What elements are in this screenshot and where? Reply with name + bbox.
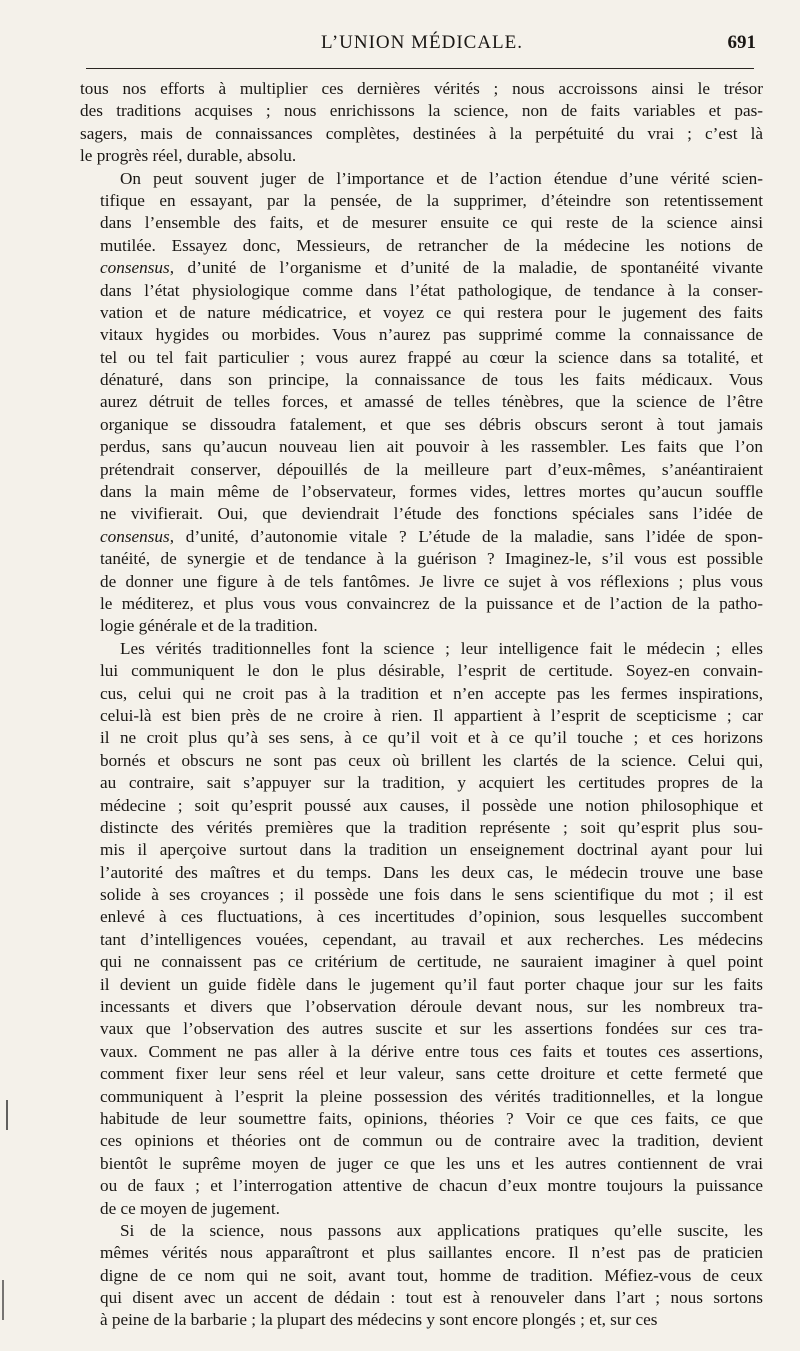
paragraph-2 [80, 168, 763, 638]
text-line: prétendrait conserver, dépouillés de la meilleure part d’eux-mêmes, s’anéantiraient [100, 459, 763, 479]
text-line: bientôt le suprême moyen de juger ce que les uns et les autres contiennent de vrai [100, 1153, 763, 1173]
text-line: consensus, d’unité de l’organisme et d’unité de la maladie, de spontanéité vivante [100, 258, 763, 278]
text-line: digne de ce nom qui ne soit, avant tout, homme de tradition. Méfiez-vous de ceux [100, 1265, 763, 1285]
text-line: bornés et obscurs ne sont pas ceux où brillent les clartés de la science. Celui qui, [100, 750, 763, 770]
text-line: On peut souvent juger de l’importance et de l’action étendue d’une vérité scien- [120, 168, 763, 188]
text-line: ne vivifierait. Oui, que deviendrait l’étude des fonctions spéciales sans l’idée de [100, 504, 763, 524]
text-line: solide à ses croyances ; il possède une fois dans le sens scientifique du mot ; il est [100, 885, 763, 905]
text-line: habitude de leur soumettre faits, opinions, théories ? Voir ce que ces faits, ce que [100, 1108, 763, 1128]
text-line: Si de la science, nous passons aux applications pratiques qu’elle suscite, les [120, 1220, 763, 1240]
text-line: ces opinions et théories ont de commun ou de contraire avec la tradition, devient [100, 1131, 763, 1151]
text-line: à peine de la barbarie ; la plupart des médecins y sont encore plongés ; et, sur ces [100, 1310, 658, 1330]
text-line: distincte des vérités premières que la tradition représente ; soit qu’esprit plus sou- [100, 817, 763, 837]
text-line: dénaturé, dans son principe, la connaissance de tous les faits médicaux. Vous [100, 370, 763, 390]
text-line: de ce moyen de jugement. [100, 1198, 280, 1218]
text-line: tous nos efforts à multiplier ces dernières vérités ; nous accroissons ainsi le trésor [80, 79, 763, 98]
text-line: mutilée. Essayez donc, Messieurs, de retrancher de la médecine les notions de [100, 235, 763, 255]
text-line: enlevé à ces fluctuations, à ces incertitudes d’opinion, sous lesquelles succombent [100, 907, 763, 927]
text-line: qui disent avec un accent de dédain : tout est à renouveler dans l’art ; nous sortons [100, 1288, 763, 1308]
text-line: tant d’intelligences vouées, cependant, au travail et aux recherches. Les médecins [100, 929, 763, 949]
text-line: consensus, d’unité, d’autonomie vitale ? L’étude de la maladie, sans l’idée de spon- [100, 526, 763, 546]
text-line: aurez détruit de telles forces, et amassé de telles ténèbres, que la science de l’être [100, 392, 763, 412]
text-line: tanéité, de synergie et de tendance à la guérison ? Imaginez-le, s’il vous est possible [100, 549, 763, 569]
text-line: de donner une figure à de tels fantômes. Je livre ce sujet à vos réflexions ; plus vous [100, 571, 763, 591]
text-line: le méditerez, et plus vous vous convaincrez de la puissance et de l’action de la patho- [100, 593, 763, 613]
paragraph-4 [80, 1220, 763, 1332]
margin-mark [2, 1280, 4, 1320]
text-line: vaux. Comment ne pas aller à la dérive entre tous ces faits et toutes ces assertions, [100, 1041, 763, 1061]
paragraph-3 [80, 638, 763, 1220]
text-line: vitaux hygides ou morbides. Vous n’aurez pas supprimé comme la connaissance de [100, 325, 763, 345]
margin-mark [6, 1100, 8, 1130]
text-line: comment fixer leur sens réel et leur valeur, sans cette droiture et cette fermeté que [100, 1064, 763, 1084]
text-line: dans l’ensemble des faits, et de mesurer ensuite ce qui reste de la science ainsi [100, 213, 763, 233]
paragraph-1 [80, 78, 763, 168]
text-line: le progrès réel, durable, absolu. [80, 146, 297, 166]
running-head [82, 32, 762, 60]
page-number: 691 [727, 32, 756, 53]
journal-title: L’UNION MÉDICALE. [320, 32, 524, 53]
text-line: perdus, sans qu’aucun nouveau lien ait pouvoir à les rassembler. Les faits que l’on [100, 437, 763, 457]
text-line: mis il aperçoive surtout dans la tradition un enseignement doctrinal ayant pour lui [100, 840, 763, 860]
text-line: lui communiquent le don le plus désirable, l’esprit de certitude. Soyez-en convain- [100, 661, 763, 681]
body-text [80, 78, 763, 1332]
text-line: il ne croit plus qu’à ses sens, à ce qu’il voit et à ce qu’il touche ; et ces horizons [100, 728, 763, 748]
header-rule [86, 68, 754, 69]
text-line: des traditions acquises ; nous enrichissons la science, non de faits variables et pas- [80, 101, 763, 121]
text-line: incessants et divers que l’observation déroule devant nous, sur les nombreux tra- [100, 997, 763, 1017]
text-line: sagers, mais de connaissances complètes, destinées à la perpétuité du vrai ; c’est là [80, 123, 763, 143]
text-line: dans l’état physiologique comme dans l’état pathologique, de tendance à la conser- [100, 280, 763, 300]
text-line: l’autorité des maîtres et du temps. Dans les deux cas, le médecin trouve une base [100, 862, 763, 882]
text-line: Les vérités traditionnelles font la science ; leur intelligence fait le médecin ; elles [120, 638, 763, 658]
text-line: ou de faux ; et l’interrogation attentive de chacun d’eux montre toujours la puissance [100, 1176, 763, 1196]
text-line: il devient un guide fidèle dans le jugement qu’il faut porter chaque jour sur les faits [100, 974, 763, 994]
text-line: qui ne connaissent pas ce critérium de certitude, ne sauraient imaginer à quel point [100, 952, 763, 972]
text-line: dans la main même de l’observateur, formes vides, lettres mortes qu’aucun souffle [100, 482, 763, 502]
text-line: communiquent à l’esprit la pleine possession des vérités traditionnelles, et la longue [100, 1086, 763, 1106]
text-line: vation et de nature médicatrice, et voyez ce qui restera pour le jugement des faits [100, 302, 763, 322]
text-line: médecine ; soit qu’esprit poussé aux causes, il possède une notion philosophique et [100, 795, 763, 815]
text-line: vaux que l’observation des autres suscite et sur les assertions fondées sur ces tra- [100, 1019, 763, 1039]
text-line: cus, celui qui ne croit pas à la tradition et n’en accepte pas les fermes inspirations, [100, 683, 763, 703]
text-line: organique se dissoudra fatalement, et que ses débris obscurs seront à tout jamais [100, 414, 763, 434]
text-line: tifique en essayant, par la pensée, de la supprimer, d’éteindre son retentissement [100, 190, 763, 210]
text-line: logie générale et de la tradition. [100, 616, 318, 636]
text-line: celui-là est bien près de ne croire à rien. Il appartient à l’esprit de scepticisme ; car [100, 705, 763, 725]
text-line: tel ou tel fait particulier ; vous aurez frappé au cœur la science dans sa totalité, et [100, 347, 763, 367]
text-line: mêmes vérités nous apparaîtront et plus saillantes encore. Il n’est pas de praticien [100, 1243, 763, 1263]
text-line: au contraire, sait s’appuyer sur la tradition, y acquiert les certitudes propres de la [100, 773, 763, 793]
